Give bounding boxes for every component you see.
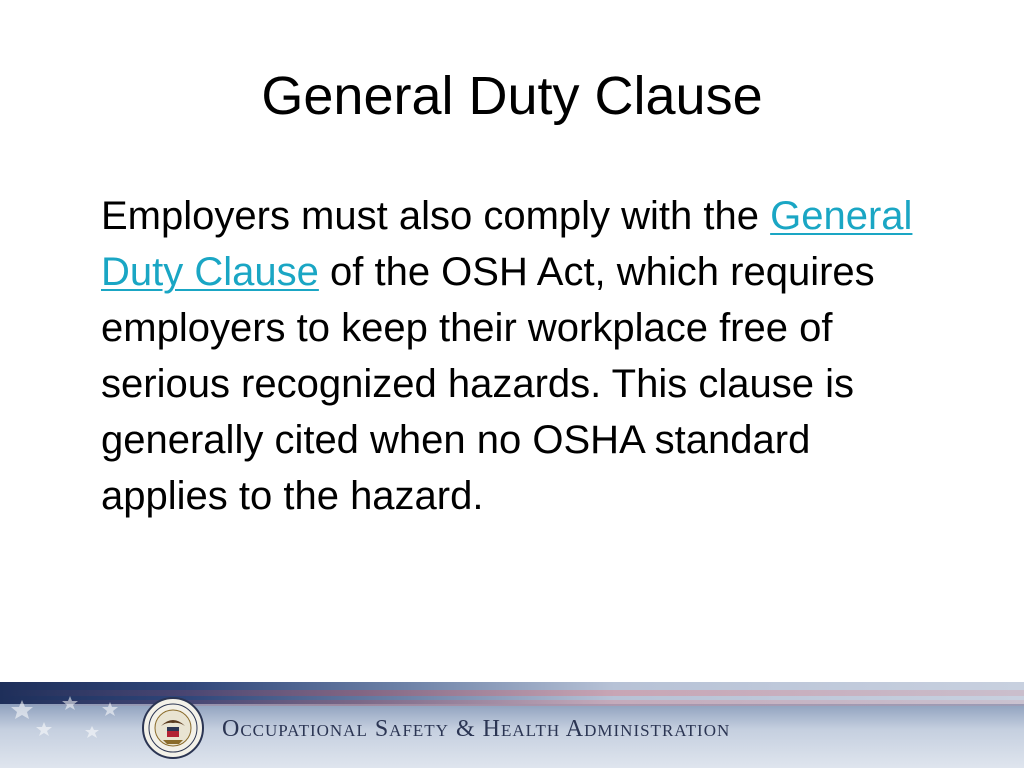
general-duty-clause-link[interactable]: General Duty Clause bbox=[101, 194, 913, 294]
slide-body bbox=[101, 188, 921, 524]
department-of-labor-seal-icon bbox=[141, 696, 205, 760]
slide-title: General Duty Clause bbox=[261, 66, 763, 126]
stars-decoration-icon bbox=[0, 688, 160, 758]
agency-name: Occupational Safety & Health Administration bbox=[222, 716, 731, 742]
body-text-intro: Employers must also comply with the bbox=[101, 194, 771, 238]
body-text-rest: of the OSH Act, which requires employers to keep their workplace free of serious recognized hazards. This clause is generally cited when no OSHA standard applies to the hazard. bbox=[101, 250, 875, 518]
osha-footer-banner bbox=[0, 682, 1024, 768]
